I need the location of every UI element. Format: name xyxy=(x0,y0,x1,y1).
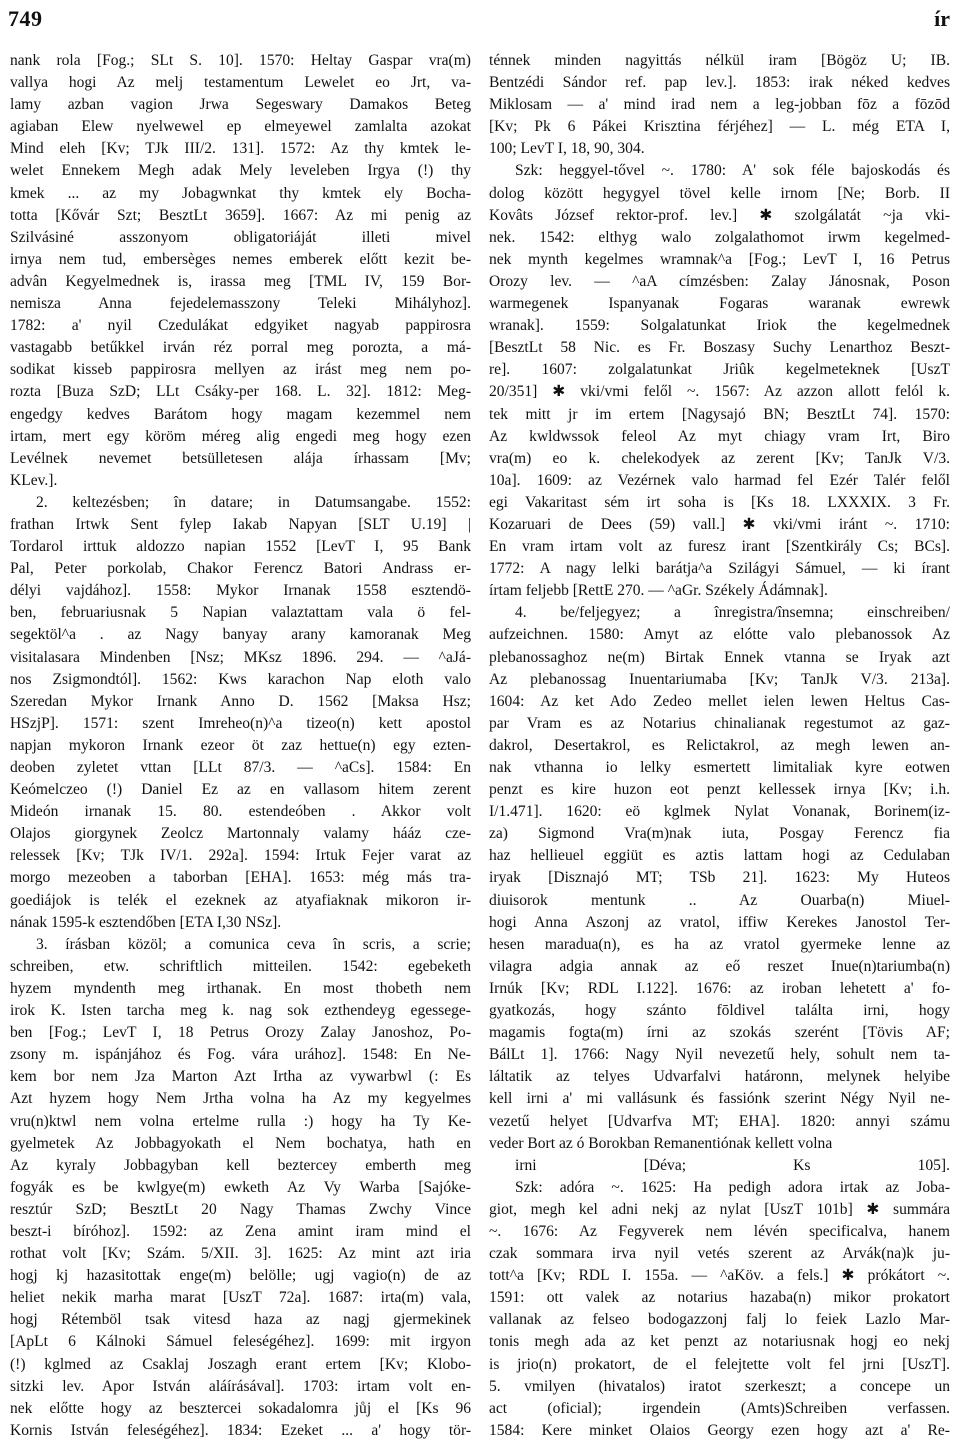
text-line: 1604: Az ket Ado Zedeo mellet ielen lewen Heltus Cas- xyxy=(489,692,950,710)
text-line: Levélnek nevemet betsülletesen alája írhassam [Mv; xyxy=(10,449,471,467)
text-line: beszt-i bíróhoz]. 1592: az Zena amint iram mind el xyxy=(10,1222,471,1240)
text-line: nemisza Anna fejedelemasszony Teleki Mihályhoz]. xyxy=(10,295,471,313)
text-line: par Vram es az Notarius chinalianak regestumot az gaz- xyxy=(489,714,950,732)
text-line: vastagabb betűkkel irván réz porral meg porozta, a má- xyxy=(10,339,471,357)
text-line: Bentzédi Sándor ref. pap lev.]. 1853: irak néked kedves xyxy=(489,74,950,92)
text-line: nának 1595-k esztendőben [ETA I,30 NSz]. xyxy=(10,913,282,931)
text-line: 20/351] ✱ vki/vmi felől ~. 1567: Az azzon allott felól k. xyxy=(489,383,950,401)
text-line: Keómelczeo (!) Daniel Ez az en vallasom hitem zerent xyxy=(10,781,471,799)
text-line: engedgy kedves Barátom hogy magam kezemmel nem xyxy=(10,405,471,423)
text-line: czak sommara irva nyil vetés szerent az Arvák(na)k ju- xyxy=(489,1245,950,1263)
text-line: Szilvásiné asszonyom obligatoriáját illeti mivel xyxy=(10,228,471,246)
text-line: re]. 1607: zolgalatunkat Jriûk kegelmeteknek [UszT xyxy=(489,361,950,379)
text-line: plebanossaghoz ne(m) Birtak Ennek vtanna se Iryak azt xyxy=(489,648,950,666)
text-line: frathan Irtwk Sent fylep Iakab Napyan [SLT U.19] | xyxy=(10,515,471,533)
text-line: I/1.471]. 1620: eö kglmek Nylat Vonanak, Borinem(iz- xyxy=(489,803,950,821)
text-line: vallanak az felseo bodogazzonj falj lo feiek Lazlo Mar- xyxy=(489,1311,950,1329)
text-line: nek. 1542: elthyg walo zolgalathomot irwm kegelmed- xyxy=(489,228,950,246)
text-line: advân Kegyelmednek is, irassa meg [TML IV, 159 Bor- xyxy=(10,272,471,290)
text-line: dakrol, Desertakrol, es Relictakrol, az megh lewen an- xyxy=(489,736,950,754)
text-line: írtam feljebb [RettE 270. — ^aGr. Székely Ádámnak]. xyxy=(489,582,828,600)
text-line: tott^a [Kv; RDL I. 155a. — ^aKöv. a fels.] ✱ prókátort ~. xyxy=(489,1267,950,1285)
text-line: 1772: A nagy lelki barátja^a Szilágyi Sámuel, — ki írant xyxy=(489,560,950,578)
text-line: sitzki lev. Apor István aláírásával]. 1703: irtam volt en- xyxy=(10,1377,471,1395)
text-line: Tordarol irttuk aldozzo napian 1552 [LevT I, 95 Bank xyxy=(10,538,471,556)
text-line: diuisorok mentunk .. Az Ouarba(n) Miuel- xyxy=(489,891,950,909)
text-line: BálLt 1]. 1766: Nagy Nyil nevezetű hely, sohult nem ta- xyxy=(489,1046,950,1064)
text-line: Szk: adóra ~. 1625: Ha pedigh adora irtak az Joba- xyxy=(515,1178,950,1196)
text-line: kem bor nem Jza Marton Azt Irtha az vywarbwl (: Es xyxy=(10,1068,471,1086)
left-column xyxy=(10,50,471,1439)
text-line: hyzem myndenth meg irthanak. En most thobeth nem xyxy=(10,979,471,997)
text-line: ben [Fog.; LevT I, 18 Petrus Orozy Zalay Janoshoz, Po- xyxy=(10,1024,471,1042)
text-line: lamy azban vagion Jrwa Segeswary Damakos Beteg xyxy=(10,96,471,114)
running-head: ír xyxy=(934,6,950,31)
text-line: wranak]. 1559: Solgalatunkat Iriok the kegelmednek xyxy=(489,317,950,335)
text-line: 4. be/feljegyez; a înregistra/însemna; einschreiben/ xyxy=(515,604,950,622)
text-line: gyatkozás, hogy szánto fōldivel találta irni, hogy xyxy=(489,1002,950,1020)
text-line: Irnúk [Kv; RDL I.122]. 1676: az iroban lehetett a' fo- xyxy=(489,979,950,997)
text-line: [BesztLt 58 Nic. es Fr. Boszasy Suchy Lenarthoz Beszt- xyxy=(489,339,950,357)
text-line: warmegenek Ispanyanak Fogaras waranak ewrewk xyxy=(489,295,950,313)
text-line: Miklosam — a' mind irad nem a leg-jobban fōz a fōzōd xyxy=(489,96,950,114)
text-line: Az kyraly Jobbagyban kell beztercey emberth meg xyxy=(10,1156,471,1174)
text-line: penzt es kire huzon eot penzt kellessek irnya [Kv; i.h. xyxy=(489,781,950,799)
text-line: iryak [Disznajó MT; TSb 21]. 1623: My Huteos xyxy=(489,869,950,887)
text-line: ben, februariusnak 5 Napian valaztattam vala ö fel- xyxy=(10,604,471,622)
text-line: fogyák es be kwlgye(m) ewketh Az Vy Warba [Sajóke- xyxy=(10,1178,471,1196)
text-line: rozta [Buza SzD; LLt Csáky-per 168. L. 32]. 1812: Meg- xyxy=(10,383,471,401)
text-line: vilagra adgia annak az eő reszet Inue(n)tariumba(n) xyxy=(489,957,950,975)
right-column xyxy=(489,50,950,1439)
text-line: hesen maradua(n), es ha az vratol gyermeke lenne az xyxy=(489,935,950,953)
text-line: deoben zyletet vttan [LLt 87/3. — ^aCs]. 1584: En xyxy=(10,759,471,776)
text-line: nek mynth kegelmes wramnak^a [Fog.; LevT I, 16 Petrus xyxy=(489,250,950,268)
text-line: ~. 1676: Az Fegyverek nem lévén specificalva, hanem xyxy=(489,1222,950,1240)
text-line: goediájok is telék el ezeknek az atyafiaknak mikoron ir- xyxy=(10,891,471,909)
text-line: agiaban Elew nyelwewel ep elmeyewel zamlalta azokat xyxy=(10,118,471,136)
text-line: za) Sigmond Vra(m)nak iuta, Posgay Ferencz fia xyxy=(489,825,950,843)
text-line: nank rola [Fog.; SLt S. 10]. 1570: Heltay Gaspar vra(m) xyxy=(10,52,471,69)
text-line: Mind eleh [Kv; TJk III/2. 131]. 1572: Az thy kmtek le- xyxy=(10,140,471,158)
text-line: [ApLt 6 Kálnoki Sámuel feleségéhez]. 1699: mit irgyon xyxy=(10,1333,471,1351)
text-line: nak vthanna io lelky esmertett limitaliak kyre eotwen xyxy=(489,759,950,776)
text-line: 1584: Kere minket Olaios Georgy ezen hogy azt a' Re- xyxy=(489,1421,950,1439)
text-line: aufzeichnen. 1580: Amyt az elótte valo plebanossok Az xyxy=(489,626,950,644)
page-number: 749 xyxy=(8,6,43,31)
text-line: irnya nem tud, embersèges nemes emberek előtt kezit be- xyxy=(10,250,471,268)
text-line: Szeredan Mykor Irnank Anno D. 1562 [Maksa Hsz; xyxy=(10,692,471,710)
text-line: segektöl^a . az Nagy banyay arany kamoranak Meg xyxy=(10,626,471,644)
text-line: tonis megh ada az ket penzt az notariusnak hogj eo nekj xyxy=(489,1333,950,1351)
text-line: HSzjP]. 1571: szent Imreheo(n)^a tizeo(n) kett apostol xyxy=(10,714,471,732)
text-line: 1591: ott valek az notarius hazaba(n) mikor prokatort xyxy=(489,1289,950,1307)
text-line: nek előtte hogy az besztercei sokadalomra jůj el [Ks 96 xyxy=(10,1399,471,1417)
text-line: Azt hyzem hogy Nem Jrtha volna ha Az my kegyelmes xyxy=(10,1090,471,1108)
page-header xyxy=(8,6,950,44)
text-line: egi Vakaritast sém irt soha is [Ks 18. LXXXIX. 3 Fr. xyxy=(489,493,950,511)
text-line: rothat volt [Kv; Szám. 5/XII. 3]. 1625: Az mint azt iria xyxy=(10,1245,471,1263)
text-line: 100; LevT I, 18, 90, 304. xyxy=(489,140,645,158)
text-line: (!) kglmed az Csaklaj Joszagh erant ertem [Kv; Klobo- xyxy=(10,1355,471,1373)
text-line: délyi vajdához]. 1558: Mykor Irnanak 1558 esztendö- xyxy=(10,582,471,600)
text-line: Mideón irnanak 15. 80. estendeóben . Akkor volt xyxy=(10,803,471,821)
text-line: schreiben, etw. schriftlich mitteilen. 1542: egebeketh xyxy=(10,957,471,975)
text-line: láltatik az telyes Udvarfalvi határonn, melynek helyibe xyxy=(489,1068,950,1086)
text-line: irni [Déva; Ks 105]. xyxy=(515,1156,950,1174)
text-line: Orozy lev. — ^aA címzésben: Zalay Jánosnak, Poson xyxy=(489,272,950,290)
text-line: heliet nekik marha marat [UszT 72a]. 1687: irta(m) vala, xyxy=(10,1289,471,1307)
text-line: KLev.]. xyxy=(10,471,58,489)
text-line: welet Ennekem Megh adak Mely leveleben Irgya (!) thy xyxy=(10,162,471,180)
text-line: ténnek minden nagyittás nélkül iram [Bögöz U; IB. xyxy=(489,52,950,69)
text-line: veder Bort az ó Borokban Remanentiónak kellett volna xyxy=(489,1134,833,1152)
text-line: haz hellieuel eggiüt es aztis lattam hogi az Cedulaban xyxy=(489,847,950,865)
text-line: morgo mezeoben a taborban [EHA]. 1653: még más tra- xyxy=(10,869,471,887)
text-line: [Kv; Pk 6 Pákei Krisztina férjéhez] — L. még ETA I, xyxy=(489,118,950,136)
text-line: gyelmetek Az Jobbagyokath el Nem bochatya, hath en xyxy=(10,1134,471,1152)
text-line: zsony m. ispánjához és Fog. vára urához]. 1548: En Ne- xyxy=(10,1046,471,1064)
text-line: irtam, mert egy köröm méreg alig engedi meg hogy ezen xyxy=(10,427,471,445)
text-line: irok K. Isten tarcha meg k. nag sok ezthendeyg egessege- xyxy=(10,1002,471,1020)
text-line: 5. vmilyen (hivatalos) iratot szerkeszt; a concepe un xyxy=(489,1377,950,1395)
text-line: hogj Rétemböl tsak vitesd haza az nagj gjermekinek xyxy=(10,1311,471,1329)
text-columns xyxy=(10,50,950,1439)
text-line: Kovâts József rektor-prof. lev.] ✱ szolgálatát ~ja vki- xyxy=(489,206,950,224)
text-line: 3. írásban közöl; a comunica ceva în scris, a scrie; xyxy=(36,935,471,953)
text-line: vallya hogi Az melj testamentum Lewelet eo Jrt, va- xyxy=(10,74,471,92)
text-line: magamis fogta(m) írni az szokás szerént [Tövis AF; xyxy=(489,1024,950,1042)
text-line: Az kwldwssok feleol Az myt chiagy vram Irt, Biro xyxy=(489,427,950,445)
text-line: hogi Anna Aszonj az vratol, iffiw Kerekes Janostol Ter- xyxy=(489,913,950,931)
text-line: dolog között hegygyel tövel kelle irnom [Ne; Borb. II xyxy=(489,184,950,202)
text-line: napjan mykoron Irnank ezeor öt zaz hettue(n) egy ezten- xyxy=(10,736,471,754)
text-line: sodikat kisseb pappirosra mellyen az irást meg nem po- xyxy=(10,361,471,379)
text-line: resztúr SzD; BesztLt 20 Nagy Thamas Zwchy Vince xyxy=(10,1200,471,1218)
text-line: vru(n)ktwl nem volna ertelme rulla :) hogy ha Ty Ke- xyxy=(10,1112,471,1130)
text-line: Az plebanossag Inuentariumaba [Kv; TanJk V/3. 213a]. xyxy=(489,670,950,688)
text-line: tek mitt jr im ertem [Nagysajó BN; BesztLt 74]. 1570: xyxy=(489,405,950,423)
text-line: 1782: a' nyil Czedulákat edgyiket nagyab pappirosra xyxy=(10,317,471,335)
text-line: nos Zsigmondtól]. 1562: Kws karachon Nap eloth valo xyxy=(10,670,471,688)
text-line: visitalasara Mindenben [Nsz; MKsz 1896. 294. — ^aJá- xyxy=(10,648,471,666)
text-line: hogj kj hazasitottak enge(m) belölle; ugj vagio(n) de az xyxy=(10,1267,471,1285)
text-line: vezetű helyet [Udvarfva MT; EHA]. 1820: annyi számu xyxy=(489,1112,950,1130)
text-line: Kornis István feleségéhez]. 1834: Ezeket ... a' hogy tör- xyxy=(10,1421,471,1439)
text-line: vra(m) eo k. chelekodyek az zerent [Kv; TanJk V/3. xyxy=(489,449,950,467)
text-line: Olajos giorgynek Zeolcz Martonnaly valamy hááz cze- xyxy=(10,825,471,843)
text-line: relessek [Kv; TJk IV/1. 292a]. 1594: Irtuk Fejer varat az xyxy=(10,847,471,865)
text-line: 10a]. 1609: az Vezérnek valo harmad fel Ezér Talér felől xyxy=(489,471,950,489)
text-line: giot, megh kel adni nekj az nylat [UszT 101b] ✱ summára xyxy=(489,1200,950,1218)
text-line: is jrio(n) prokatort, de el felejtette volt fel jrni [UszT]. xyxy=(489,1355,950,1373)
text-line: Kozaruari de Dees (59) vall.] ✱ vki/vmi iránt ~. 1710: xyxy=(489,515,950,533)
text-line: kell irni a' mi vallásunk és fassiónk szerint Négy Nyil ne- xyxy=(489,1090,950,1108)
text-line: En vram irtam volt az furesz irant [Szentkirály Cs; BCs]. xyxy=(489,538,950,556)
text-line: kmek ... az my Jobagwnkat thy kmtek ely Bocha- xyxy=(10,184,471,202)
text-line: Szk: heggyel-tővel ~. 1780: A' sok féle bajoskodás és xyxy=(515,162,950,180)
text-line: totta [Kővár Szt; BesztLt 3659]. 1667: Az mi penig az xyxy=(10,206,471,224)
text-line: 2. keltezésben; în datare; in Datumsangabe. 1552: xyxy=(36,493,471,511)
text-line: act (oficial); irgendein (Amts)Schreiben verfassen. xyxy=(489,1399,950,1417)
text-line: Pal, Peter porkolab, Chakor Ferencz Batori Andrass er- xyxy=(10,560,471,578)
